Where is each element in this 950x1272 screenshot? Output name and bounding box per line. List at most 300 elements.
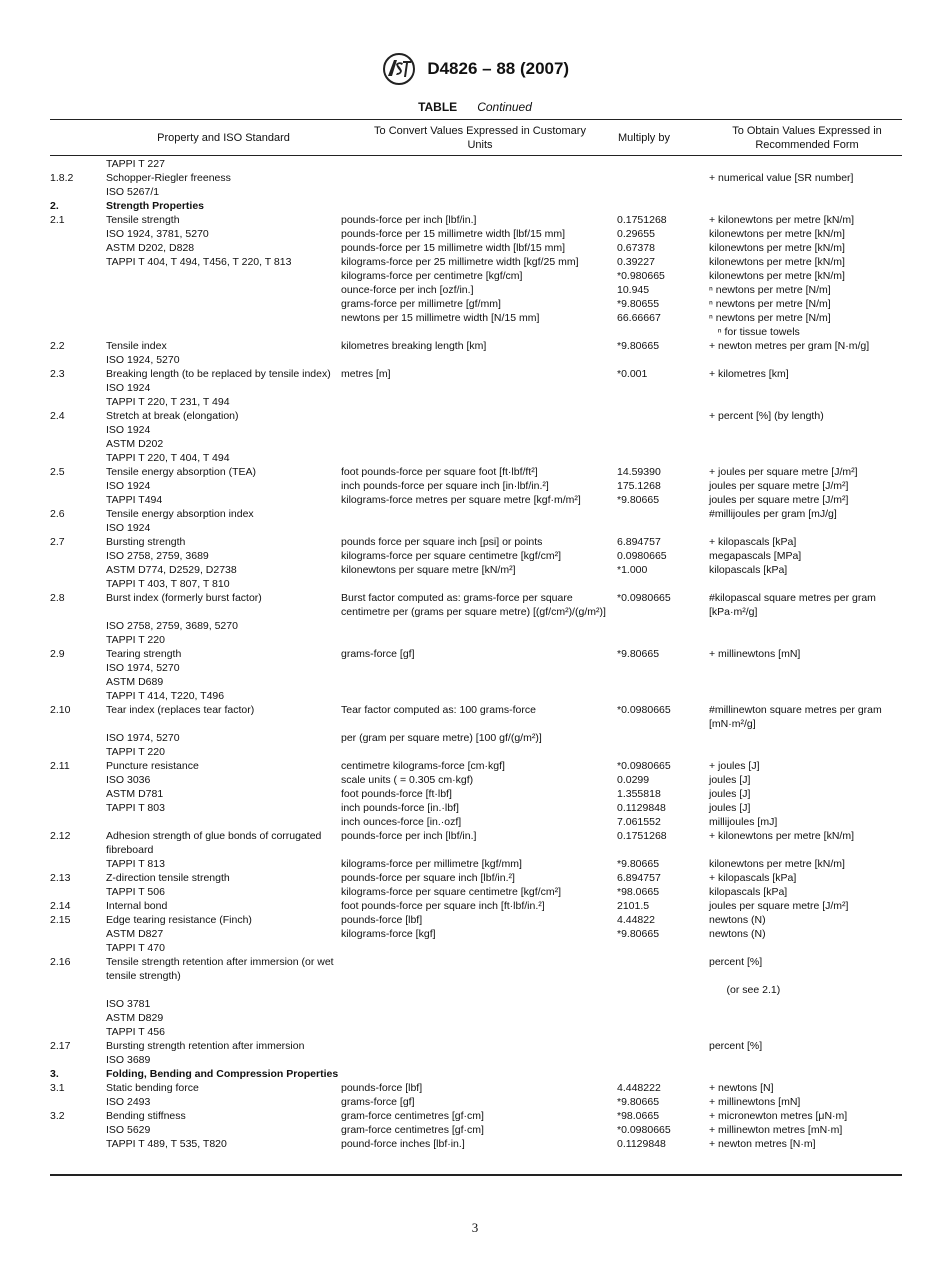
- row-convert-from: [341, 437, 617, 451]
- table-row: [50, 535, 902, 549]
- row-multiplier: [617, 381, 709, 395]
- row-convert-to: [709, 619, 902, 633]
- row-multiplier: *98.0665: [617, 1110, 660, 1122]
- row-convert-from: [341, 689, 617, 703]
- row-multiplier: 0.1751268: [617, 830, 667, 842]
- table-row: [50, 983, 902, 997]
- row-convert-to: [709, 395, 902, 409]
- row-property: [106, 269, 341, 283]
- row-convert-to: ⁿ newtons per metre [N/m]: [709, 298, 831, 310]
- table-row: [50, 1025, 902, 1039]
- row-convert-to: millijoules [mJ]: [709, 816, 778, 828]
- row-multiplier: [617, 437, 709, 451]
- row-number: [50, 1025, 106, 1039]
- row-convert-to: joules per square metre [J/m²]: [709, 480, 849, 492]
- row-number: [50, 227, 106, 241]
- row-multiplier: *9.80665: [617, 648, 660, 660]
- column-header-convert: To Convert Values Expressed in Customary Units: [374, 124, 586, 151]
- row-multiplier: [617, 745, 709, 759]
- row-number: [50, 801, 106, 815]
- row-multiplier: 4.44822: [617, 914, 655, 926]
- row-number: 2.12: [50, 830, 71, 842]
- row-convert-from: [341, 1011, 617, 1025]
- table-row: [50, 675, 902, 689]
- row-convert-to: [709, 675, 902, 689]
- row-number: [50, 437, 106, 451]
- row-convert-to: [709, 423, 902, 437]
- row-convert-to: joules [J]: [709, 788, 751, 800]
- row-convert-to: + millinewton metres [mN·m]: [709, 1124, 843, 1136]
- row-convert-to: + millinewtons [mN]: [709, 648, 801, 660]
- table-row: [50, 171, 902, 185]
- table-row: [50, 423, 902, 437]
- row-convert-from: kilograms-force per 25 millimetre width [kgf/25 mm]: [341, 256, 579, 268]
- row-property: Tearing strength: [106, 648, 182, 660]
- row-convert-to: + newtons [N]: [709, 1082, 774, 1094]
- row-number: [50, 493, 106, 507]
- row-property: TAPPI T 220: [106, 746, 165, 758]
- row-convert-to: [709, 731, 902, 745]
- column-header-property: Property and ISO Standard: [157, 131, 290, 144]
- row-number: 2.11: [50, 760, 70, 772]
- row-property: ASTM D774, D2529, D2738: [106, 564, 237, 576]
- row-convert-to: [709, 1011, 902, 1025]
- row-convert-from: gram-force centimetres [gf·cm]: [341, 1110, 484, 1122]
- row-property: [106, 815, 341, 829]
- row-number: 2.17: [50, 1040, 71, 1052]
- row-convert-to: [709, 199, 902, 213]
- table-row: [50, 941, 902, 955]
- row-number: [50, 311, 106, 325]
- row-number: [50, 381, 106, 395]
- row-number: 3.1: [50, 1082, 65, 1094]
- table-row: [50, 493, 902, 507]
- row-number: [50, 185, 106, 199]
- row-convert-to: kilonewtons per metre [kN/m]: [709, 858, 845, 870]
- row-convert-to: [709, 353, 902, 367]
- row-convert-to: joules per square metre [J/m²]: [709, 494, 849, 506]
- row-property: ASTM D781: [106, 788, 164, 800]
- row-number: [50, 1053, 106, 1067]
- table-row: [50, 395, 902, 409]
- table-row: [50, 1081, 902, 1095]
- row-convert-from: [341, 521, 617, 535]
- row-number: [50, 479, 106, 493]
- row-property: ISO 1924: [106, 424, 151, 436]
- row-convert-from: pounds-force per 15 millimetre width [lbf/15 mm]: [341, 228, 566, 240]
- row-number: 3.: [50, 1068, 59, 1080]
- table-row: [50, 465, 902, 479]
- row-property: ISO 5629: [106, 1124, 151, 1136]
- row-number: [50, 1123, 106, 1137]
- table-row: [50, 199, 902, 213]
- row-number: [50, 619, 106, 633]
- row-multiplier: 0.0299: [617, 774, 650, 786]
- row-convert-to: + newton metres [N·m]: [709, 1138, 816, 1150]
- row-convert-from: kilograms-force per millimetre [kgf/mm]: [341, 858, 522, 870]
- row-convert-to: percent [%]: [709, 1040, 763, 1052]
- row-convert-from: [341, 381, 617, 395]
- row-property: Static bending force: [106, 1082, 199, 1094]
- table-row: [50, 577, 902, 591]
- row-convert-to: ⁿ for tissue towels: [709, 326, 800, 338]
- row-convert-to: joules per square metre [J/m²]: [709, 900, 849, 912]
- row-multiplier: [617, 983, 709, 997]
- row-number: [50, 563, 106, 577]
- row-convert-to: + millinewtons [mN]: [709, 1096, 801, 1108]
- row-convert-to: [709, 451, 902, 465]
- row-convert-from: [341, 619, 617, 633]
- row-multiplier: *0.0980665: [617, 704, 671, 716]
- row-convert-from: pounds-force per inch [lbf/in.]: [341, 830, 477, 842]
- table-row: [50, 367, 902, 381]
- row-property: Tensile strength retention after immersion (or wet tensile strength): [106, 956, 334, 982]
- row-property: Stretch at break (elongation): [106, 410, 239, 422]
- row-convert-to: newtons (N): [709, 914, 766, 926]
- table-row: [50, 801, 902, 815]
- row-property: ISO 2758, 2759, 3689: [106, 550, 209, 562]
- row-number: [50, 451, 106, 465]
- row-multiplier: 66.66667: [617, 312, 661, 324]
- row-convert-to: + kilonewtons per metre [kN/m]: [709, 214, 855, 226]
- row-multiplier: [617, 997, 709, 1011]
- row-multiplier: [617, 171, 709, 185]
- row-multiplier: 6.894757: [617, 536, 661, 548]
- row-convert-from: inch pounds-force [in.·lbf]: [341, 802, 459, 814]
- row-multiplier: 1.355818: [617, 788, 661, 800]
- row-number: 2.4: [50, 410, 65, 422]
- row-convert-to: [709, 661, 902, 675]
- row-convert-from: pound-force inches [lbf·in.]: [341, 1138, 465, 1150]
- page-number: 3: [471, 1220, 479, 1235]
- row-number: 2.6: [50, 508, 65, 520]
- table-row: [50, 451, 902, 465]
- row-convert-from: pounds-force [lbf]: [341, 1082, 423, 1094]
- row-number: [50, 269, 106, 283]
- row-property: TAPPI T 403, T 807, T 810: [106, 578, 230, 590]
- row-convert-from: kilograms-force [kgf]: [341, 928, 436, 940]
- row-convert-from: inch ounces-force [in.·ozf]: [341, 816, 462, 828]
- table-row: [50, 815, 902, 829]
- row-property: TAPPI T 489, T 535, T820: [106, 1138, 227, 1150]
- table-row: [50, 871, 902, 885]
- row-property: Bursting strength retention after immersion: [106, 1040, 305, 1052]
- row-number: 2.2: [50, 340, 65, 352]
- row-number: [50, 675, 106, 689]
- row-multiplier: 0.1129848: [617, 802, 666, 814]
- table-row: [50, 549, 902, 563]
- table-row: [50, 591, 902, 619]
- row-property: TAPPI T 803: [106, 802, 165, 814]
- row-number: 1.8.2: [50, 172, 74, 184]
- row-convert-from: foot pounds-force [ft·lbf]: [341, 788, 452, 800]
- table-row: [50, 381, 902, 395]
- table-row: [50, 563, 902, 577]
- row-convert-from: kilograms-force per square centimetre [kgf/cm²]: [341, 550, 561, 562]
- row-convert-to: [709, 1067, 902, 1081]
- row-property: ASTM D829: [106, 1012, 164, 1024]
- table-row: [50, 269, 902, 283]
- column-header-obtain: To Obtain Values Expressed in Recommended Form: [732, 124, 882, 151]
- row-multiplier: 0.1129848: [617, 1138, 666, 1150]
- table-row: [50, 325, 902, 339]
- row-property: ISO 2758, 2759, 3689, 5270: [106, 620, 238, 632]
- table-row: [50, 1011, 902, 1025]
- row-convert-from: [341, 577, 617, 591]
- row-convert-to: kilopascals [kPa]: [709, 564, 788, 576]
- row-property: Folding, Bending and Compression Properties: [106, 1068, 339, 1080]
- table-row: [50, 353, 902, 367]
- row-convert-from: grams-force [gf]: [341, 648, 415, 660]
- row-number: [50, 633, 106, 647]
- row-convert-from: [341, 423, 617, 437]
- row-multiplier: 0.1751268: [617, 214, 667, 226]
- row-convert-to: + kilonewtons per metre [kN/m]: [709, 830, 855, 842]
- row-property: TAPPI T494: [106, 494, 163, 506]
- table-row: [50, 213, 902, 227]
- row-multiplier: 0.67378: [617, 242, 655, 254]
- table-row: [50, 1109, 902, 1123]
- row-number: [50, 885, 106, 899]
- row-multiplier: [617, 325, 709, 339]
- row-property: Internal bond: [106, 900, 168, 912]
- table-row: [50, 185, 902, 199]
- row-property: TAPPI T 414, T220, T496: [106, 690, 225, 702]
- row-multiplier: [617, 731, 709, 745]
- row-multiplier: *98.0665: [617, 886, 660, 898]
- row-convert-from: [341, 395, 617, 409]
- table-row: [50, 157, 902, 171]
- row-property: Tensile index: [106, 340, 167, 352]
- row-number: [50, 927, 106, 941]
- row-number: [50, 731, 106, 745]
- table-row: [50, 885, 902, 899]
- row-multiplier: [617, 1067, 709, 1081]
- table-row: [50, 689, 902, 703]
- row-property: ISO 1924: [106, 382, 151, 394]
- table-row: [50, 227, 902, 241]
- table-row: [50, 1039, 902, 1053]
- row-convert-to: + joules per square metre [J/m²]: [709, 466, 858, 478]
- row-multiplier: [617, 521, 709, 535]
- row-property: Strength Properties: [106, 200, 205, 212]
- table-row: [50, 633, 902, 647]
- row-convert-from: [341, 1025, 617, 1039]
- table-row: [50, 409, 902, 423]
- table-row: [50, 703, 902, 731]
- row-convert-to: joules [J]: [709, 774, 751, 786]
- row-convert-from: scale units ( = 0.305 cm·kgf): [341, 774, 474, 786]
- table-row: [50, 1053, 902, 1067]
- table-caption-continued: Continued: [477, 100, 532, 114]
- row-multiplier: *0.001: [617, 368, 648, 380]
- table-row: [50, 913, 902, 927]
- row-number: [50, 1137, 106, 1151]
- row-convert-to: #millijoules per gram [mJ/g]: [709, 508, 837, 520]
- table-row: [50, 1123, 902, 1137]
- row-number: [50, 787, 106, 801]
- conversion-table-body: [50, 157, 902, 1151]
- row-property: [106, 325, 341, 339]
- row-property: ISO 3036: [106, 774, 151, 786]
- table-header-rule: [50, 155, 902, 156]
- row-convert-from: pounds-force per square inch [lbf/in.²]: [341, 872, 515, 884]
- row-number: [50, 661, 106, 675]
- row-convert-from: [341, 941, 617, 955]
- row-property: ISO 3781: [106, 998, 151, 1010]
- row-property: Z-direction tensile strength: [106, 872, 230, 884]
- row-convert-from: [341, 185, 617, 199]
- row-multiplier: *9.80665: [617, 928, 660, 940]
- row-convert-from: kilonewtons per square metre [kN/m²]: [341, 564, 516, 576]
- row-multiplier: 0.0980665: [617, 550, 667, 562]
- row-number: [50, 689, 106, 703]
- row-convert-to: (or see 2.1): [709, 984, 781, 996]
- column-header-multiply: Multiply by: [618, 131, 670, 144]
- row-convert-to: [709, 633, 902, 647]
- astm-logo-icon: [381, 52, 417, 86]
- row-multiplier: 0.39227: [617, 256, 655, 268]
- row-convert-from: [341, 1053, 617, 1067]
- row-convert-from: [341, 997, 617, 1011]
- table-row: [50, 1067, 902, 1081]
- row-property: ASTM D827: [106, 928, 164, 940]
- row-multiplier: [617, 633, 709, 647]
- table-row: [50, 955, 902, 983]
- row-convert-from: kilograms-force per centimetre [kgf/cm]: [341, 270, 523, 282]
- row-number: [50, 157, 106, 171]
- row-multiplier: *1.000: [617, 564, 648, 576]
- row-multiplier: [617, 199, 709, 213]
- row-number: [50, 745, 106, 759]
- row-convert-from: [341, 661, 617, 675]
- row-convert-to: [709, 521, 902, 535]
- row-multiplier: [617, 423, 709, 437]
- row-multiplier: 0.29655: [617, 228, 655, 240]
- row-number: [50, 1095, 106, 1109]
- row-number: 2.16: [50, 956, 71, 968]
- row-convert-from: kilograms-force per square centimetre [kgf/cm²]: [341, 886, 561, 898]
- row-property: ISO 3689: [106, 1054, 151, 1066]
- row-convert-to: [709, 1025, 902, 1039]
- table-row: [50, 661, 902, 675]
- row-convert-from: [341, 325, 617, 339]
- row-convert-from: grams-force [gf]: [341, 1096, 415, 1108]
- row-property: ASTM D202, D828: [106, 242, 195, 254]
- row-number: 2.15: [50, 914, 71, 926]
- row-convert-to: [709, 689, 902, 703]
- table-row: [50, 311, 902, 325]
- table-caption-label: TABLE: [418, 100, 458, 114]
- row-convert-to: [709, 997, 902, 1011]
- table-row: [50, 857, 902, 871]
- row-number: [50, 815, 106, 829]
- row-property: TAPPI T 220: [106, 634, 165, 646]
- row-multiplier: 2101.5: [617, 900, 650, 912]
- row-convert-to: [709, 381, 902, 395]
- table-row: [50, 997, 902, 1011]
- row-multiplier: [617, 1053, 709, 1067]
- row-convert-to: [709, 1053, 902, 1067]
- row-property: Edge tearing resistance (Finch): [106, 914, 252, 926]
- row-number: 2.10: [50, 704, 71, 716]
- row-convert-to: kilonewtons per metre [kN/m]: [709, 270, 845, 282]
- row-convert-from: [341, 675, 617, 689]
- row-property: TAPPI T 506: [106, 886, 165, 898]
- row-convert-to: #millinewton square metres per gram [mN·m²/g]: [709, 704, 894, 730]
- row-convert-from: [341, 353, 617, 367]
- row-property: TAPPI T 456: [106, 1026, 165, 1038]
- table-row: [50, 773, 902, 787]
- row-property: Tensile strength: [106, 214, 180, 226]
- row-number: 2.13: [50, 872, 71, 884]
- row-multiplier: *9.80655: [617, 298, 660, 310]
- row-multiplier: [617, 1025, 709, 1039]
- table-bottom-rule: [50, 1174, 902, 1176]
- row-property: Tensile energy absorption index: [106, 508, 254, 520]
- row-convert-to: + joules [J]: [709, 760, 760, 772]
- row-property: Puncture resistance: [106, 760, 199, 772]
- table-row: [50, 927, 902, 941]
- row-convert-from: kilograms-force metres per square metre [kgf·m/m²]: [341, 494, 581, 506]
- row-number: [50, 423, 106, 437]
- row-property: Breaking length (to be replaced by tensile index): [106, 368, 331, 380]
- row-number: 2.5: [50, 466, 65, 478]
- row-convert-to: [709, 157, 902, 171]
- row-multiplier: 14.59390: [617, 466, 661, 478]
- row-property: ISO 1974, 5270: [106, 662, 180, 674]
- row-convert-to: ⁿ newtons per metre [N/m]: [709, 284, 831, 296]
- row-multiplier: [617, 451, 709, 465]
- row-convert-to: ⁿ newtons per metre [N/m]: [709, 312, 831, 324]
- row-number: 2.3: [50, 368, 65, 380]
- row-property: ISO 2493: [106, 1096, 151, 1108]
- row-convert-to: joules [J]: [709, 802, 751, 814]
- row-convert-to: [709, 577, 902, 591]
- row-number: [50, 241, 106, 255]
- row-convert-from: newtons per 15 millimetre width [N/15 mm]: [341, 312, 540, 324]
- row-convert-from: pounds-force [lbf]: [341, 914, 423, 926]
- row-number: [50, 773, 106, 787]
- row-number: [50, 1011, 106, 1025]
- row-multiplier: [617, 185, 709, 199]
- row-number: 2.9: [50, 648, 65, 660]
- row-number: [50, 857, 106, 871]
- row-convert-to: + kilopascals [kPa]: [709, 872, 797, 884]
- row-property: ISO 5267/1: [106, 186, 160, 198]
- row-convert-from: pounds-force per 15 millimetre width [lbf/15 mm]: [341, 242, 566, 254]
- row-multiplier: [617, 577, 709, 591]
- row-convert-from: [341, 409, 617, 423]
- row-multiplier: [617, 409, 709, 423]
- table-row: [50, 745, 902, 759]
- row-convert-from: [341, 171, 617, 185]
- row-property: ISO 1924: [106, 522, 151, 534]
- table-row: [50, 899, 902, 913]
- row-multiplier: *9.80665: [617, 858, 660, 870]
- row-convert-to: kilonewtons per metre [kN/m]: [709, 228, 845, 240]
- table-row: [50, 787, 902, 801]
- row-number: 2.8: [50, 592, 65, 604]
- table-caption: [0, 100, 950, 114]
- row-property: TAPPI T 227: [106, 158, 165, 170]
- row-property: Bursting strength: [106, 536, 186, 548]
- row-convert-from: [341, 1067, 617, 1081]
- row-convert-to: #kilopascal square metres per gram [kPa·m²/g]: [709, 592, 888, 618]
- row-convert-from: grams-force per millimetre [gf/mm]: [341, 298, 501, 310]
- row-multiplier: 7.061552: [617, 816, 661, 828]
- row-convert-to: kilonewtons per metre [kN/m]: [709, 256, 845, 268]
